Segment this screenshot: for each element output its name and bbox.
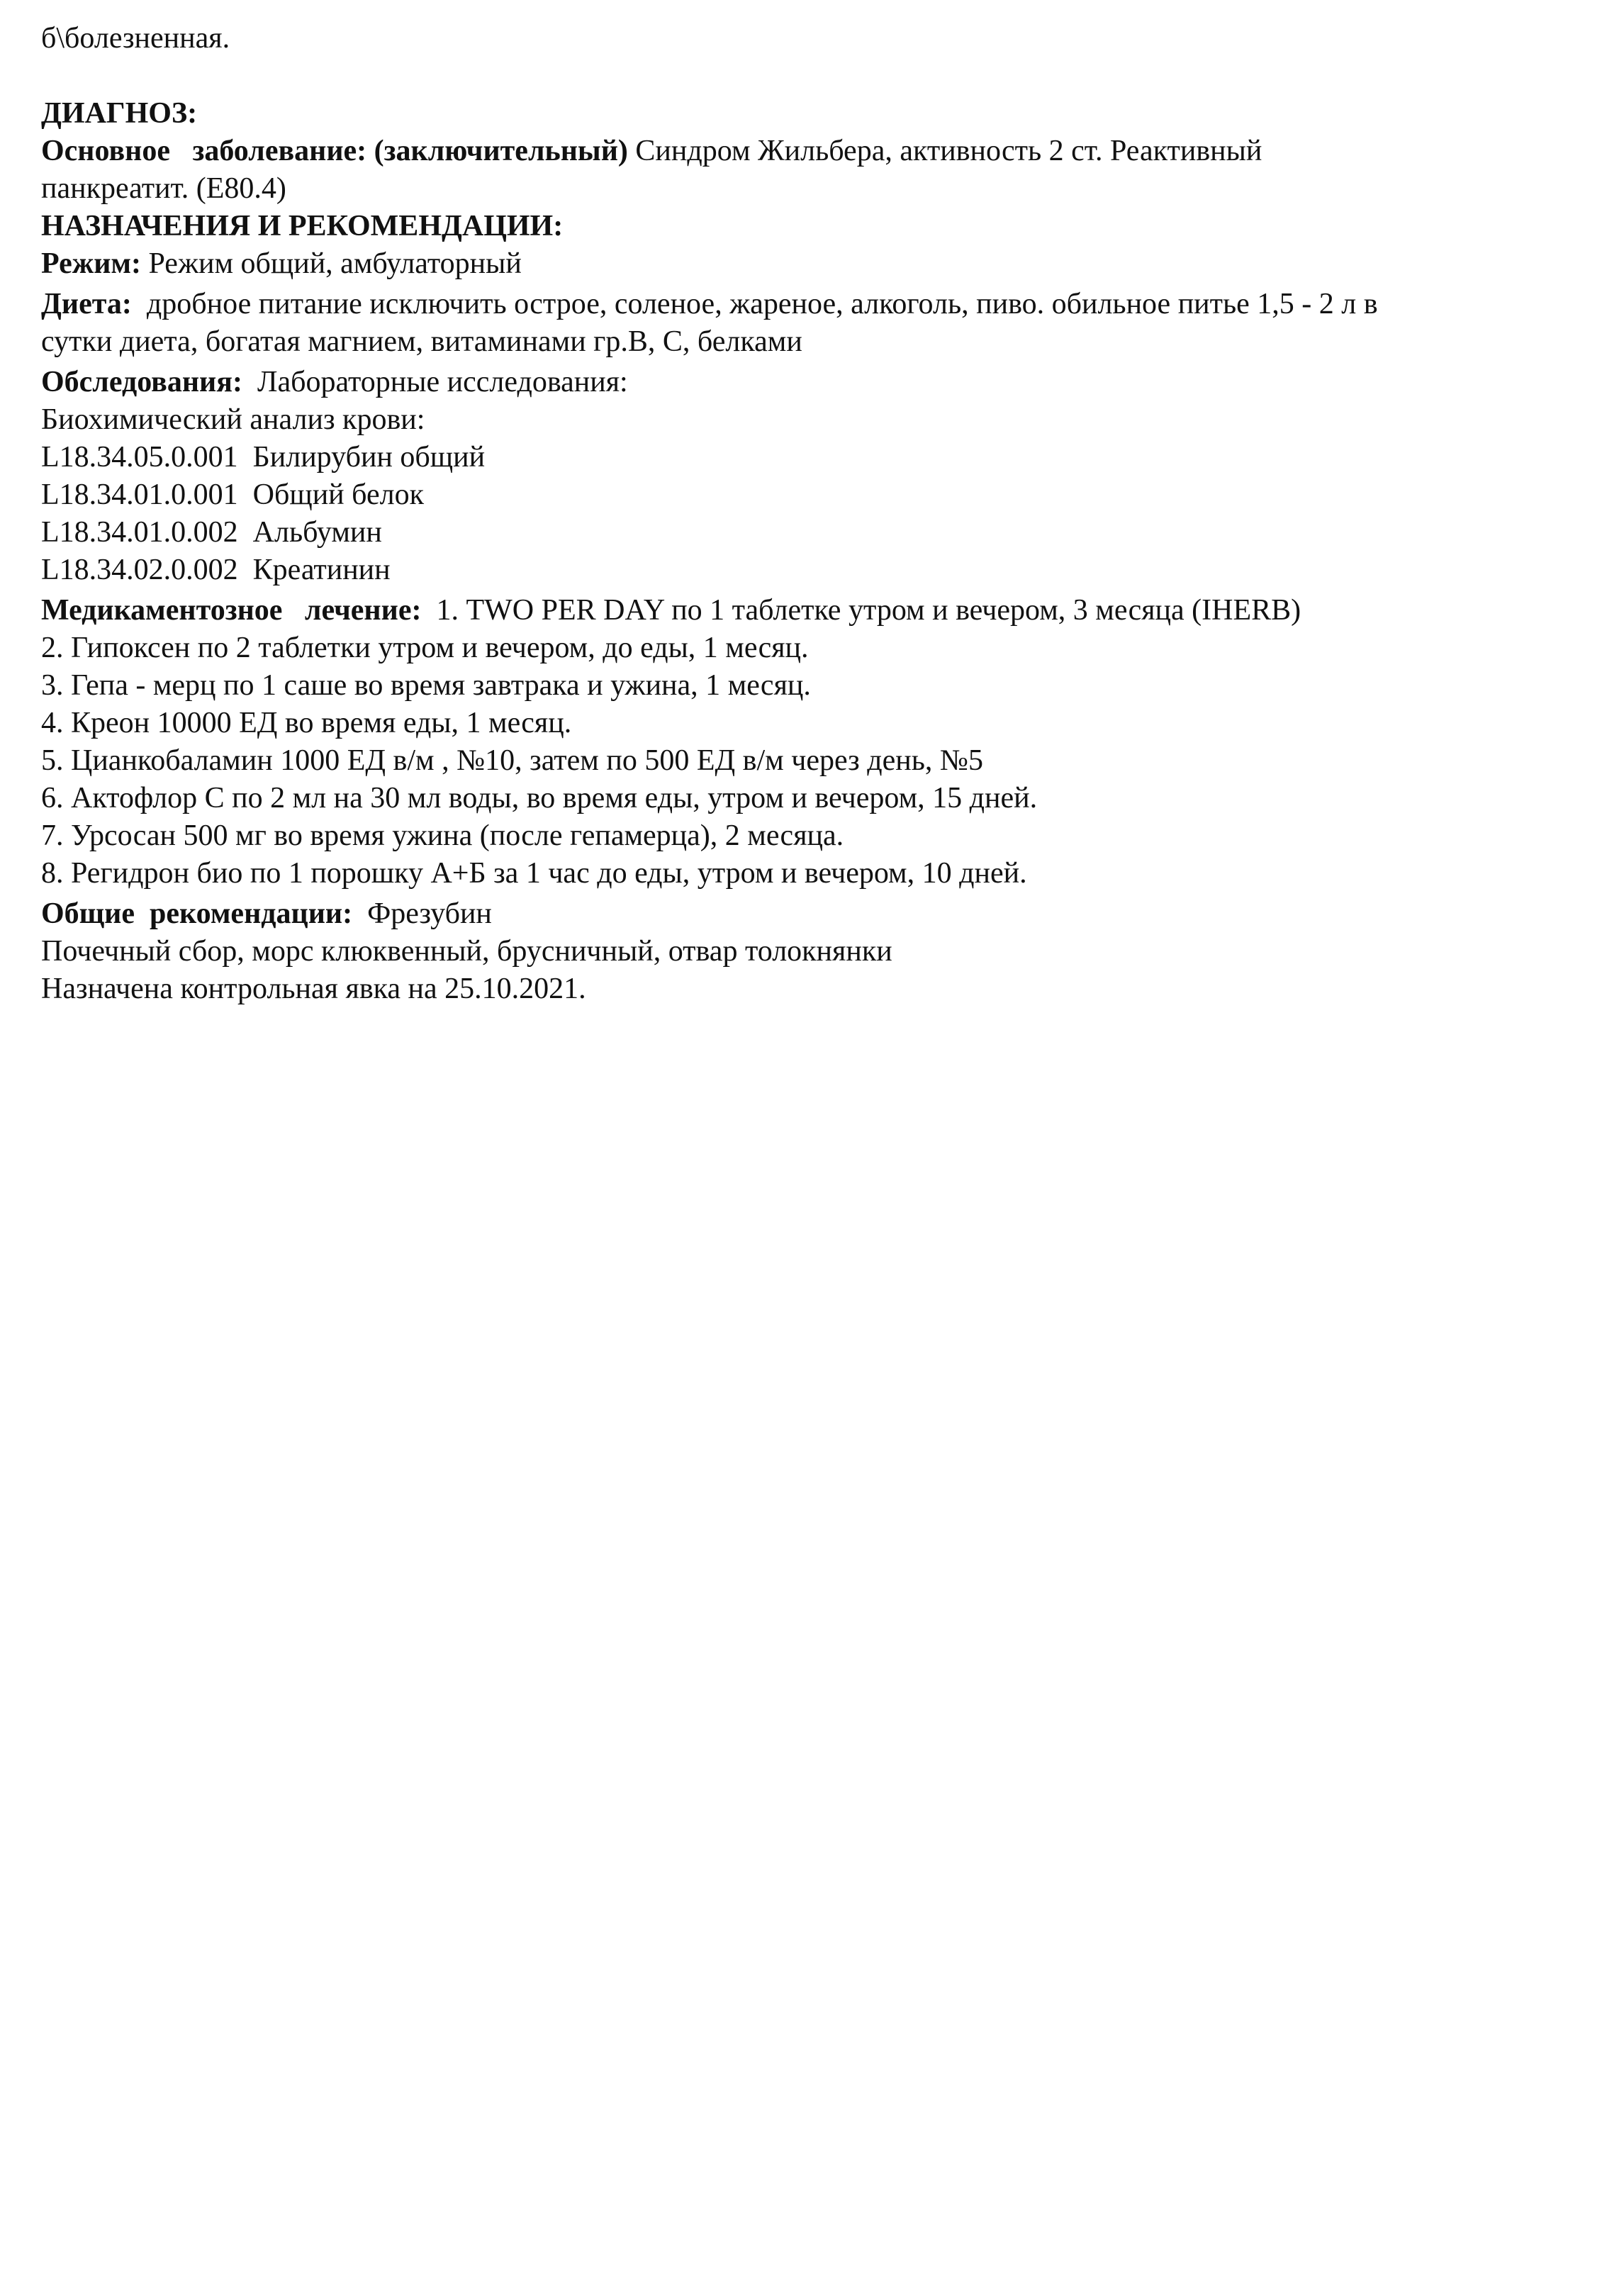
regime-line: [41, 245, 1586, 283]
medication-item: 5. Цианкобаламин 1000 ЕД в/м , №10, затем по 500 ЕД в/м через день, №5: [41, 744, 983, 777]
diagnosis-main: [41, 133, 1586, 170]
medication-section: [41, 592, 1586, 892]
exam-item: L18.34.05.0.001 Билирубин общий: [41, 441, 486, 474]
document-page: [41, 20, 1586, 1008]
exam-item: L18.34.02.0.002 Креатинин: [41, 554, 391, 586]
regime-text: Режим общий, амбулаторный: [141, 247, 522, 280]
exams-subheading: Биохимический анализ крови:: [41, 403, 425, 436]
exam-item: L18.34.01.0.001 Общий белок: [41, 478, 424, 511]
medication-item: 7. Урсосан 500 мг во время ужина (после гепамерца), 2 месяца.: [41, 819, 844, 852]
diet-line: [41, 286, 1586, 323]
spacer: [41, 57, 1586, 95]
general-extra: Почечный сбор, морс клюквенный, брусничный, отвар толокнянки: [41, 935, 892, 968]
followup-date: Назначена контрольная явка на 25.10.2021.: [41, 973, 586, 1005]
medication-item: 6. Актофлор С по 2 мл на 30 мл воды, во время еды, утром и вечером, 15 дней.: [41, 782, 1038, 814]
diagnosis-main-text-cont: панкреатит. (Е80.4): [41, 172, 286, 205]
medication-item: 2. Гипоксен по 2 таблетки утром и вечером, до еды, 1 месяц.: [41, 632, 809, 664]
general-line: [41, 895, 1586, 933]
medication-item: 8. Регидрон био по 1 порошку А+Б за 1 час до еды, утром и вечером, 10 дней.: [41, 857, 1027, 890]
diet-label: Диета:: [41, 288, 132, 320]
diet-text: дробное питание исключить острое, соленое, жареное, алкоголь, пиво. обильное питье 1,5 - 2 л в: [131, 288, 1378, 320]
diagnosis-main-text: Синдром Жильбера, активность 2 ст. Реактивный: [627, 135, 1262, 167]
medication-item: 4. Креон 10000 ЕД во время еды, 1 месяц.: [41, 707, 572, 739]
general-label: Общие рекомендации:: [41, 897, 353, 930]
recommendations-heading: НАЗНАЧЕНИЯ И РЕКОМЕНДАЦИИ:: [41, 210, 564, 242]
diagnosis-heading: ДИАГНОЗ:: [41, 97, 198, 130]
exams-label: Обследования:: [41, 366, 242, 398]
medication-label: Медикаментозное лечение:: [41, 594, 422, 627]
diet-section: [41, 286, 1586, 361]
exams-section: [41, 364, 1586, 589]
diet-text-cont: сутки диета, богатая магнием, витаминами гр.В, С, белками: [41, 325, 802, 358]
exam-item: L18.34.01.0.002 Альбумин: [41, 516, 382, 549]
general-section: [41, 895, 1586, 1008]
regime-label: Режим:: [41, 247, 141, 280]
general-text: Фрезубин: [352, 897, 492, 930]
exams-text: Лабораторные исследования:: [242, 366, 628, 398]
medication-item: 3. Гепа - мерц по 1 саше во время завтрака и ужина, 1 месяц.: [41, 669, 811, 702]
top-fragment: б\болезненная.: [41, 22, 230, 55]
medication-item: 1. TWO PER DAY по 1 таблетке утром и вечером, 3 месяца (IHERB): [421, 594, 1301, 627]
diagnosis-main-label: Основное заболевание: (заключительный): [41, 135, 628, 167]
exams-line: [41, 364, 1586, 401]
medication-line: [41, 592, 1586, 629]
